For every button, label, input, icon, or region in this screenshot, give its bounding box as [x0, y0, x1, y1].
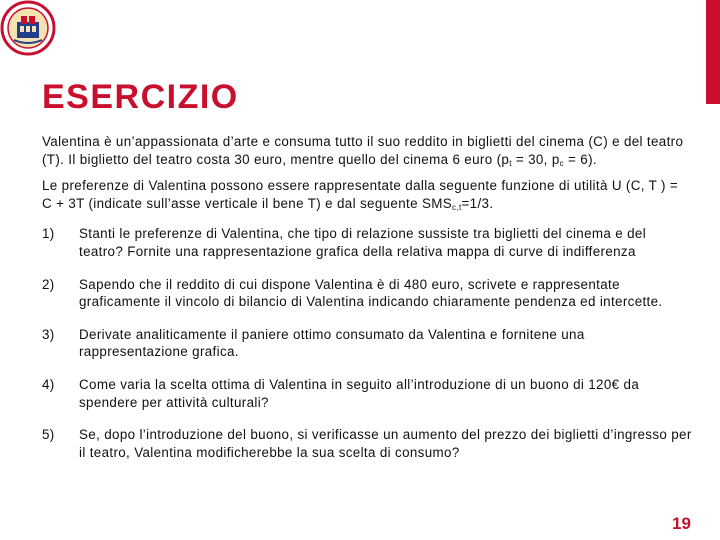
question-item	[42, 426, 692, 461]
slide-title: ESERCIZIO	[42, 78, 239, 116]
question-item	[42, 376, 692, 411]
question-number: 3)	[42, 326, 55, 342]
question-text: Derivate analiticamente il paniere ottimo consumato da Valentina e fornitene una rappresentazione grafica.	[79, 326, 585, 360]
question-item	[42, 276, 692, 311]
accent-bar	[706, 0, 720, 104]
slide-body	[42, 133, 692, 476]
intro-p2-text: Le preferenze di Valentina possono essere rappresentate dalla seguente funzione di utilità U (C, T ) = C + 3T (indicate sull’asse verticale il bene T) e dal seguente SMS	[42, 178, 679, 211]
question-number: 4)	[42, 376, 55, 392]
intro-p2-end: =1/3.	[461, 195, 494, 211]
page-number: 19	[672, 514, 691, 533]
question-text: Stanti le preferenze di Valentina, che tipo di relazione sussiste tra biglietti del cinema e del teatro? Fornite una rappresentazione grafica della relativa mappa di curve di indifferenza	[79, 226, 647, 259]
question-text: Se, dopo l’introduzione del buono, si verificasse un aumento del prezzo dei biglietti d’ingresso per il teatro, Valentina modificherebbe la sua scelta di consumo?	[79, 427, 692, 460]
question-number: 2)	[42, 276, 55, 292]
sms-subscript: c,t	[452, 202, 462, 212]
question-text: Come varia la scelta ottima di Valentina in seguito all’introduzione di un buono di 120€ da spendere per attività culturali?	[79, 376, 640, 410]
intro-p1-text: Valentina è un’appassionata d’arte e consuma tutto il suo reddito in biglietti del cinema (C) e del teatro (T). Il biglietto del teatro costa 30 euro, mentre quello del cinema 6 euro (p	[42, 134, 684, 167]
question-item	[42, 326, 692, 361]
question-number: 1)	[42, 226, 55, 242]
question-item	[42, 225, 692, 260]
intro-p1-mid: = 30, p	[511, 151, 560, 167]
intro-p1-end: = 6).	[563, 151, 597, 167]
intro-paragraph-1	[42, 133, 692, 168]
intro-paragraph-2	[42, 177, 692, 212]
question-list	[42, 225, 692, 461]
university-seal-logo	[0, 0, 56, 56]
price-theatre-subscript: t	[509, 158, 512, 168]
question-number: 5)	[42, 427, 55, 443]
question-text: Sapendo che il reddito di cui dispone Valentina è di 480 euro, scrivete e rappresentate graficamente il vincolo di bilancio di Valentina indicando chiaramente pendenza ed intercette.	[79, 276, 663, 310]
price-cinema-subscript: c	[559, 158, 564, 168]
